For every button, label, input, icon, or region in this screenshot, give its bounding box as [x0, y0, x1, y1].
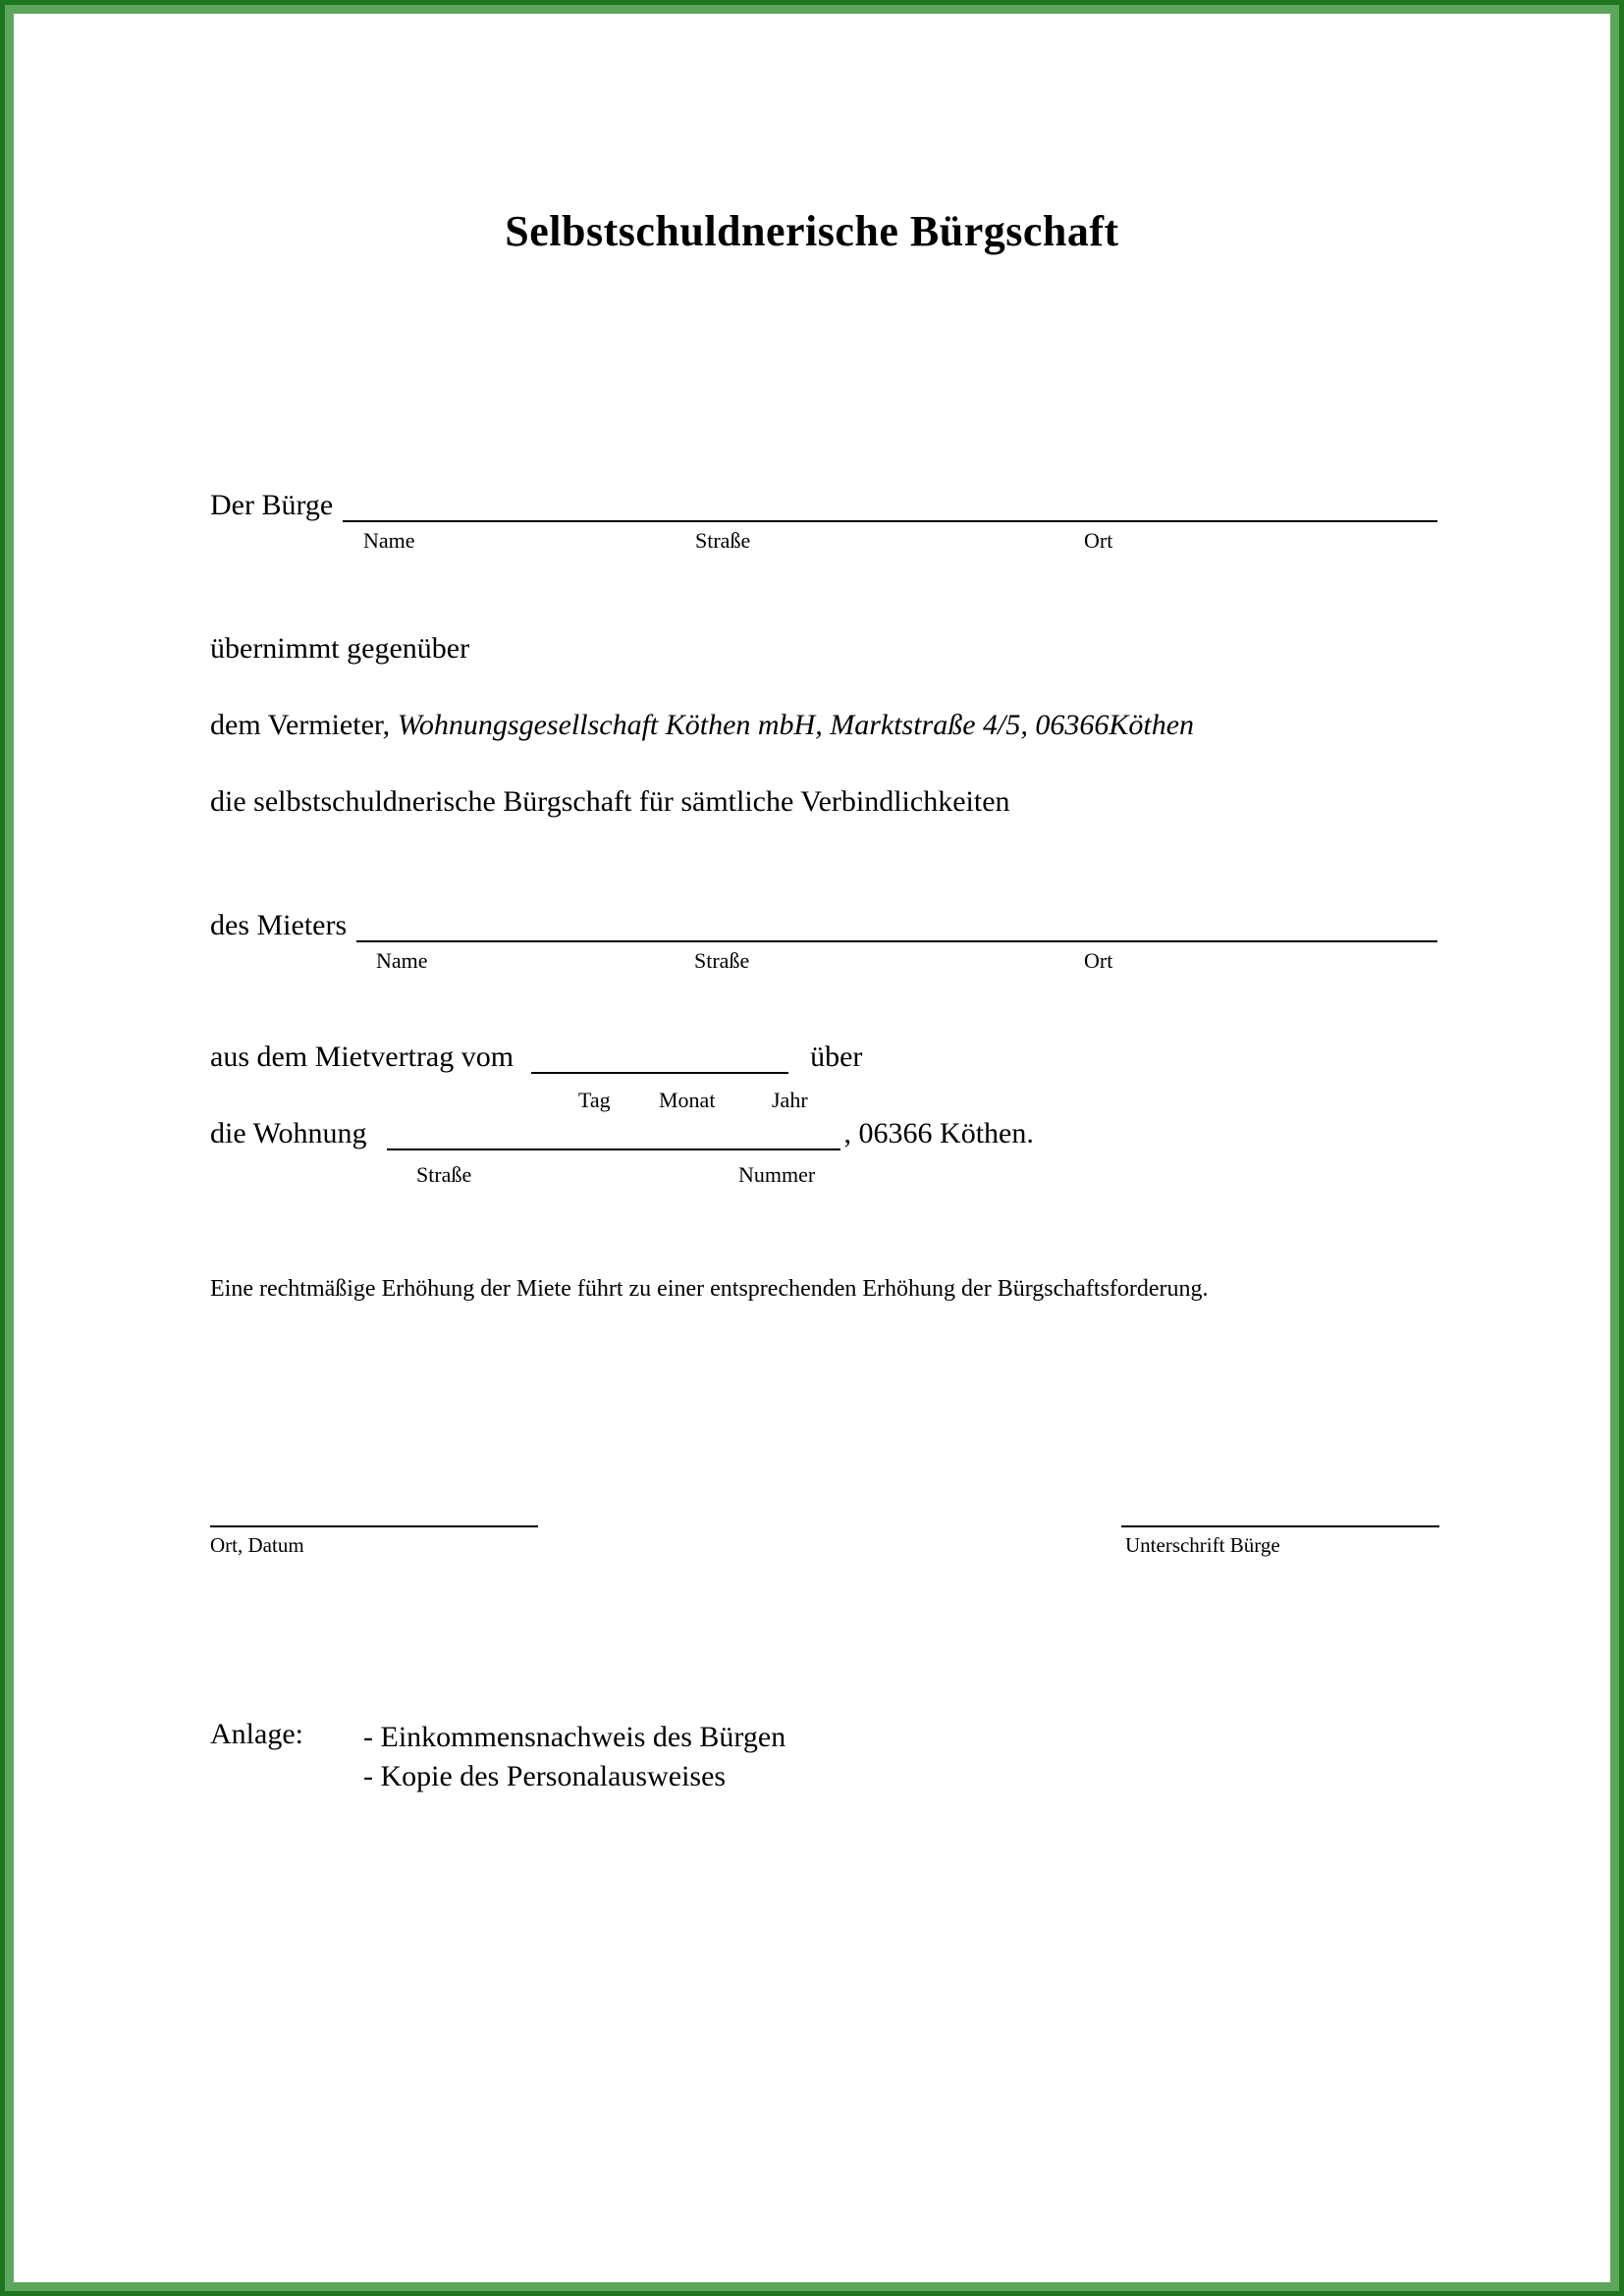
sub-label-strasse: Straße: [416, 1162, 472, 1187]
signature-line-guarantor[interactable]: [1121, 1525, 1439, 1527]
attachments-label: Anlage:: [210, 1718, 303, 1750]
attachments-block: [210, 1718, 785, 1796]
sub-label-nummer: Nummer: [738, 1162, 816, 1187]
body-line-buergschaft: die selbstschuldnerische Bürgschaft für sämtliche Verbindlichkeiten: [210, 785, 1010, 818]
apartment-row: [210, 1101, 1034, 1150]
rent-increase-note: Eine rechtmäßige Erhöhung der Miete führt zu einer entsprechenden Erhöhung der Bürgschaftsforderung.: [210, 1276, 1209, 1302]
sub-label-tag: Tag: [578, 1088, 611, 1112]
sub-label-monat: Monat: [659, 1088, 716, 1112]
contract-row: [210, 1025, 862, 1074]
sub-label-strasse: Straße: [695, 528, 751, 553]
guarantor-blank-line[interactable]: [343, 473, 1437, 522]
signature-label-guarantor: Unterschrift Bürge: [1125, 1533, 1280, 1557]
apartment-suffix: , 06366 Köthen.: [843, 1117, 1034, 1149]
sub-label-jahr: Jahr: [772, 1088, 808, 1112]
tenant-row: [210, 893, 1437, 942]
sub-label-name: Name: [363, 528, 415, 553]
sub-label-strasse: Straße: [694, 948, 750, 973]
tenant-label: des Mieters: [210, 909, 348, 941]
contract-prefix: aus dem Mietvertrag vom: [210, 1041, 514, 1073]
green-border-frame: [5, 5, 1619, 2291]
contract-date-blank-line[interactable]: [531, 1025, 788, 1074]
apartment-address-blank-line[interactable]: [387, 1101, 840, 1150]
document-title: Selbstschuldnerische Bürgschaft: [505, 207, 1119, 255]
sub-label-ort: Ort: [1084, 948, 1113, 973]
tenant-blank-line[interactable]: [356, 893, 1437, 942]
attachment-item: - Kopie des Personalausweises: [363, 1760, 727, 1792]
signature-line-date[interactable]: [210, 1525, 538, 1527]
signature-label-date: Ort, Datum: [210, 1533, 304, 1557]
contract-suffix: über: [810, 1041, 863, 1073]
apartment-prefix: die Wohnung: [210, 1117, 367, 1149]
attachments-list: [363, 1718, 785, 1796]
body-line-uebernimmt: übernimmt gegenüber: [210, 632, 470, 665]
sub-label-name: Name: [376, 948, 428, 973]
attachment-item: - Einkommensnachweis des Bürgen: [363, 1721, 786, 1753]
guarantor-label: Der Bürge: [210, 489, 334, 521]
vermieter-prefix: dem Vermieter,: [210, 709, 398, 741]
sub-label-ort: Ort: [1084, 528, 1113, 553]
landlord-name-italic: Wohnungsgesellschaft Köthen mbH, Marktstraße 4/5, 06366Köthen: [397, 709, 1195, 741]
body-line-vermieter: [210, 709, 1194, 742]
guarantor-row: [210, 473, 1437, 522]
